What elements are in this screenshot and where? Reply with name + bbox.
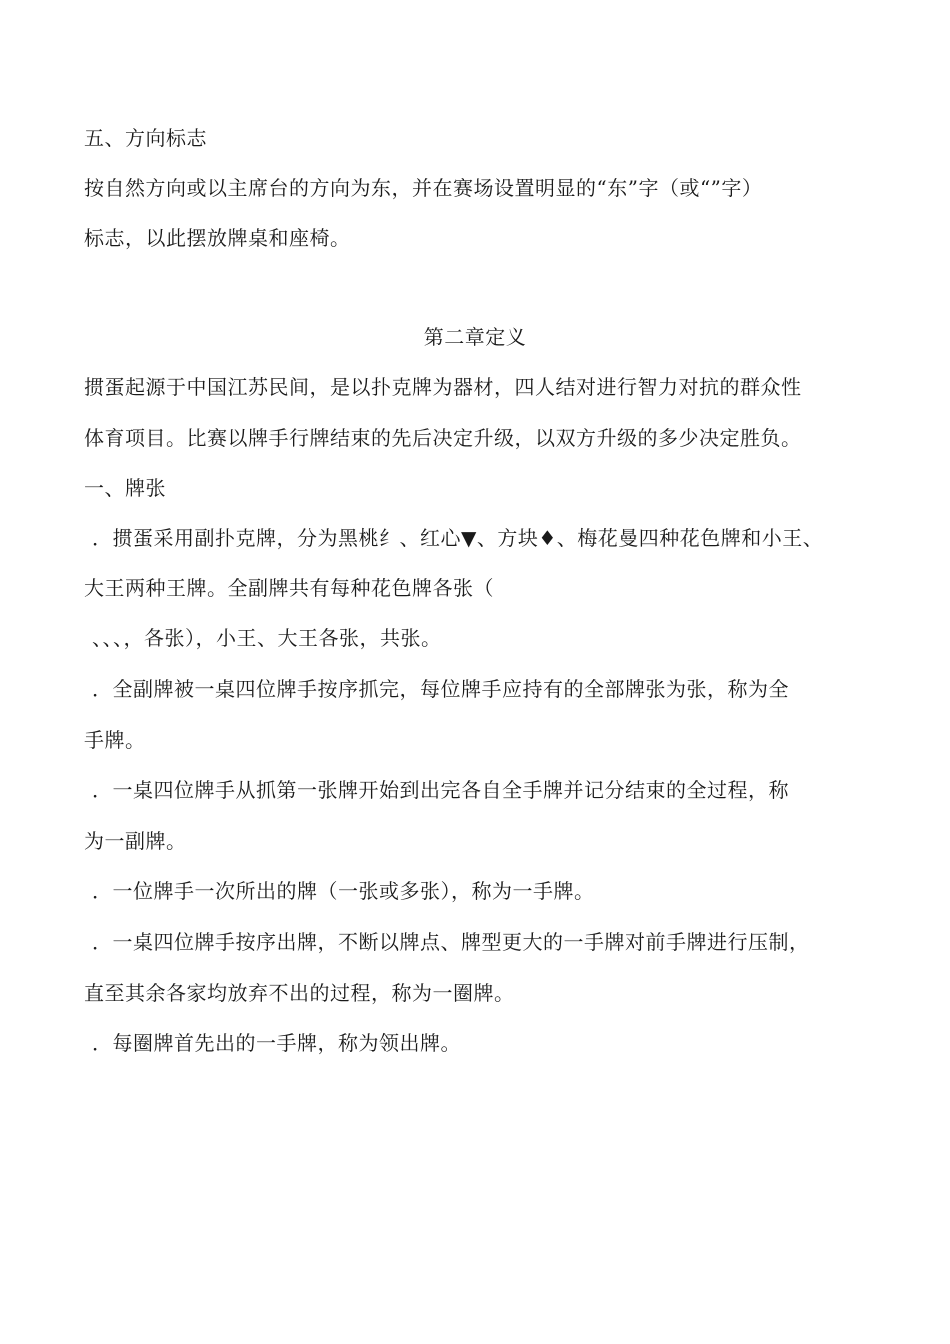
paragraph-line: ．掼蛋采用副扑克牌，分为黑桃纟、红心▼、方块♦、梅花曼四种花色牌和小王、 [92, 526, 824, 550]
subsection-heading: 一、牌张 [84, 476, 166, 500]
paragraph-line: ．全副牌被一桌四位牌手按序抓完，每位牌手应持有的全部牌张为张，称为全 [92, 677, 789, 701]
paragraph-line: 掼蛋起源于中国江苏民间，是以扑克牌为器材，四人结对进行智力对抗的群众性 [84, 375, 802, 399]
paragraph-line: 按自然方向或以主席台的方向为东，并在赛场设置明显的“东”字（或“”字） [84, 176, 763, 200]
paragraph-line: 为一副牌。 [84, 829, 187, 853]
paragraph-line: ．一桌四位牌手按序出牌，不断以牌点、牌型更大的一手牌对前手牌进行压制， [92, 930, 810, 954]
chapter-title: 第二章定义 [423, 325, 527, 349]
paragraph-line: 手牌。 [84, 728, 146, 752]
paragraph-line: 标志，以此摆放牌桌和座椅。 [84, 226, 351, 250]
paragraph-line: 大王两种王牌。全副牌共有每种花色牌各张（ [84, 576, 494, 600]
paragraph-line: ．每圈牌首先出的一手牌，称为领出牌。 [92, 1031, 461, 1055]
section-heading: 五、方向标志 [84, 126, 207, 150]
paragraph-line: 、、、，各张），小王、大王各张，共张。 [92, 626, 442, 650]
paragraph-line: 直至其余各家均放弃不出的过程，称为一圈牌。 [84, 981, 515, 1005]
paragraph-line: ．一位牌手一次所出的牌（一张或多张），称为一手牌。 [92, 879, 595, 903]
paragraph-line: 体育项目。比赛以牌手行牌结束的先后决定升级，以双方升级的多少决定胜负。 [84, 426, 802, 450]
paragraph-line: ．一桌四位牌手从抓第一张牌开始到出完各自全手牌并记分结束的全过程，称 [92, 778, 789, 802]
